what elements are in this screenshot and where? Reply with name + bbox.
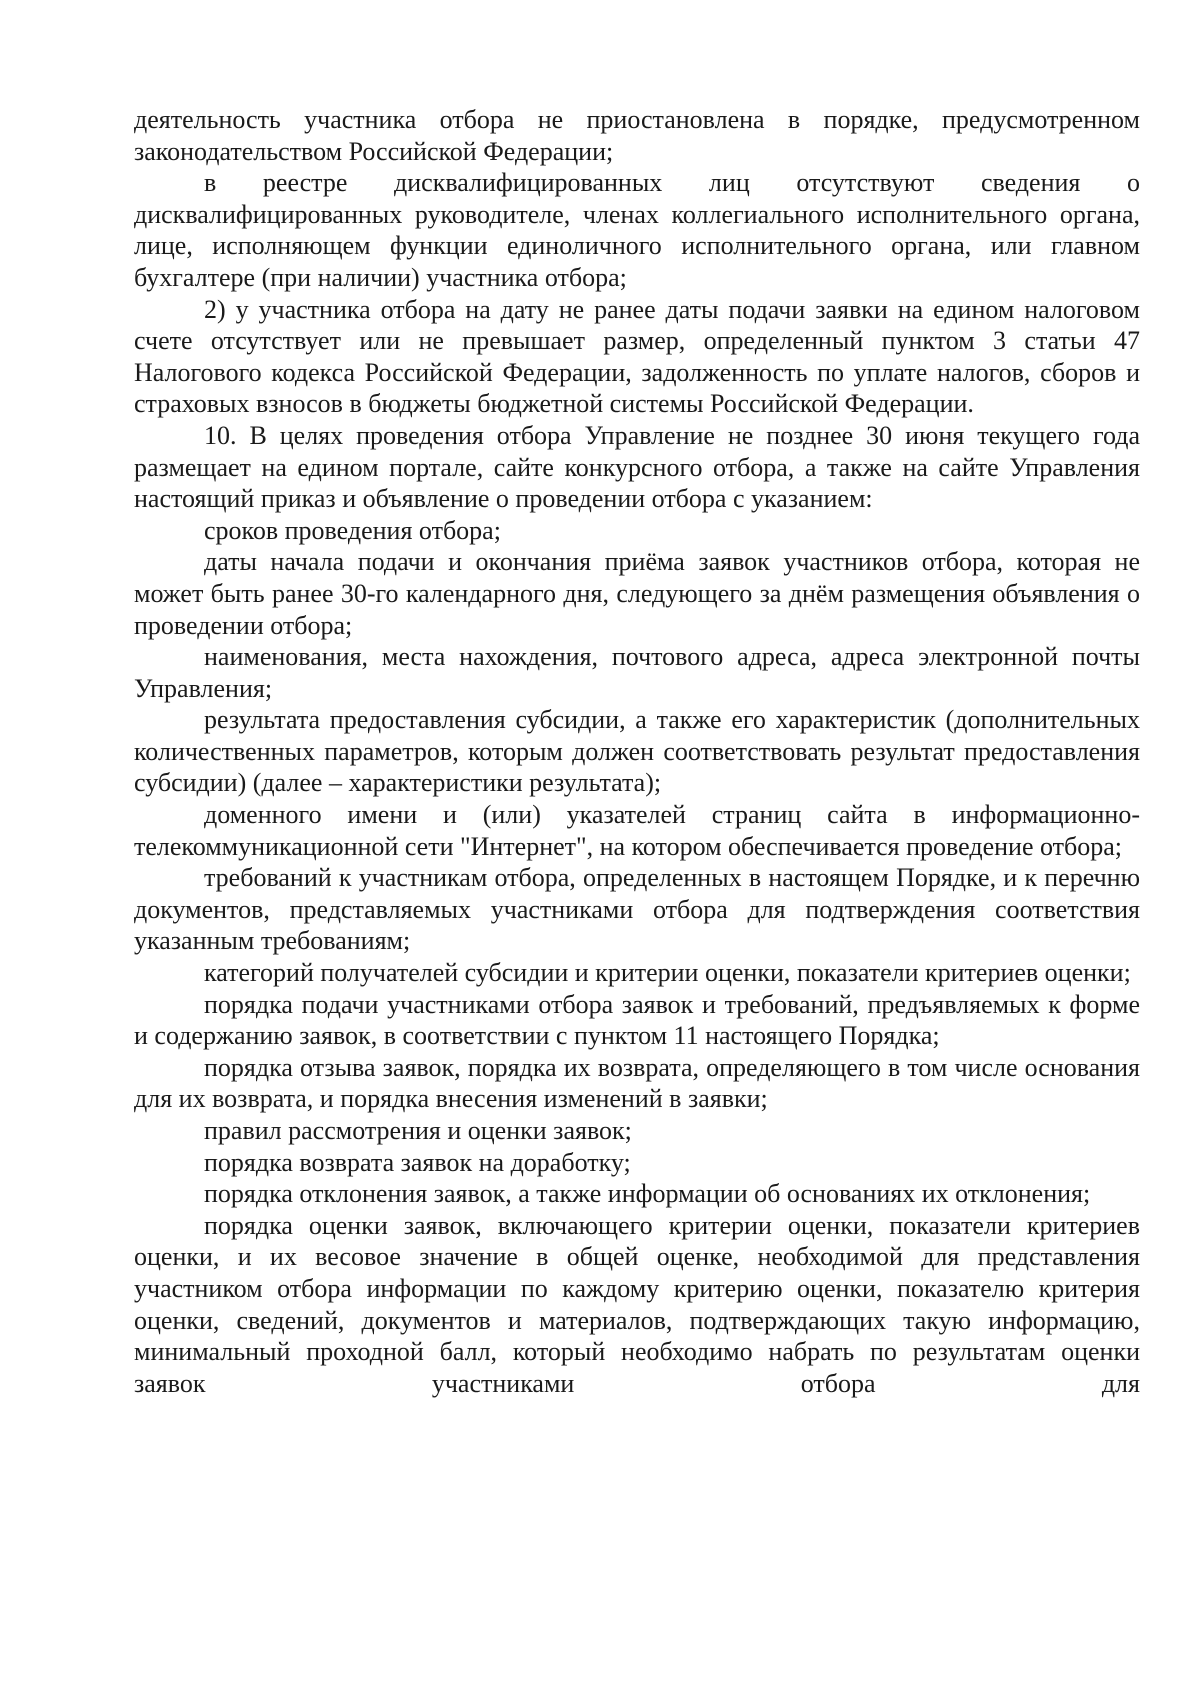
list-item-evaluation-procedure: порядка оценки заявок, включающего критерии оценки, показатели критериев оценки, и их весовое значение в общей оценке, необходимой для представления участником отбора информации по каждому критерию оценки, показателю критерия оценки, сведений, документов и материалов, подтверждающих такую информацию, минимальный проходной балл, который необходимо набрать по результатам оценки заявок участниками отбора для [134,1210,1140,1398]
list-item-subsidy-result: результата предоставления субсидии, а также его характеристик (дополнительных количественных параметров, которым должен соответствовать результат предоставления субсидии) (далее – характеристики результата); [134,705,1140,798]
paragraph-section-10: 10. В целях проведения отбора Управление не позднее 30 июня текущего года размещает на едином портале, сайте конкурсного отбора, а также на сайте Управления настоящий приказ и объявление о проведении отбора с указанием: [134,420,1140,514]
list-item-contact-details: наименования, места нахождения, почтового адреса, адреса электронной почты Управления; [134,642,1140,703]
paragraph-disqualified-registry: в реестре дисквалифицированных лиц отсутствуют сведения о дисквалифицированных руководителе, членах коллегиального исполнительного органа, лице, исполняющем функции единоличного исполнительного органа, или главном бухгалтере (при наличии) участника отбора; [134,168,1140,292]
list-item-withdrawal-procedure: порядка отзыва заявок, порядка их возврата, определяющего в том числе основания для их возврата, и порядка внесения изменений в заявки; [134,1052,1140,1114]
document-body [134,104,1140,1399]
list-item-domain-name: доменного имени и (или) указателей страниц сайта в информационно-телекоммуникационной сети "Интернет", на котором обеспечивается проведение отбора; [134,800,1140,861]
list-item-review-rules: правил рассмотрения и оценки заявок; [204,1116,632,1145]
list-item-rejection-procedure: порядка отклонения заявок, а также информации об основаниях их отклонения; [204,1179,1091,1209]
paragraph-tax-debt: 2) у участника отбора на дату не ранее даты подачи заявки на едином налоговом счете отсутствует или не превышает размер, определенный пунктом 3 статьи 47 Налогового кодекса Российской Федерации, задолженность по уплате налогов, сборов и страховых взносов в бюджеты бюджетной системы Российской Федерации. [134,294,1140,419]
paragraph-continuation: деятельность участника отбора не приостановлена в порядке, предусмотренном законодательством Российской Федерации; [134,105,1140,166]
list-item-return-for-revision: порядка возврата заявок на доработку; [204,1147,631,1177]
list-item-selection-terms: сроков проведения отбора; [204,515,501,545]
list-item-recipient-categories: категорий получателей субсидии и критерии оценки, показатели критериев оценки; [204,958,1131,988]
list-item-submission-procedure: порядка подачи участниками отбора заявок и требований, предъявляемых к форме и содержанию заявок, в соответствии с пунктом 11 настоящего Порядка; [134,989,1140,1051]
list-item-participant-requirements: требований к участникам отбора, определенных в настоящем Порядке, и к перечню документов, представляемых участниками отбора для подтверждения соответствия указанным требованиям; [134,863,1140,956]
list-item-application-dates: даты начала подачи и окончания приёма заявок участников отбора, которая не может быть ранее 30-го календарного дня, следующего за днём размещения объявления о проведении отбора; [134,547,1140,640]
